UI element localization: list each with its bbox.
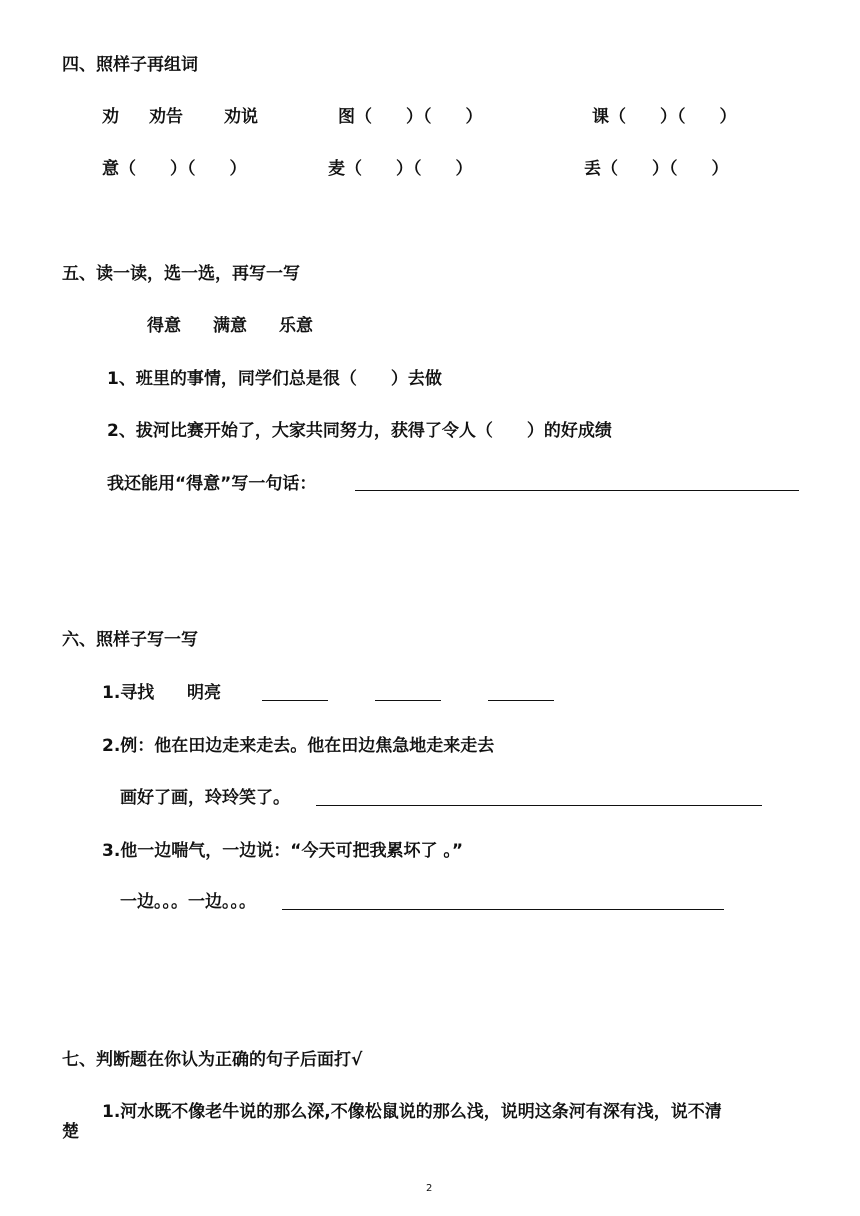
word-group-tu: 图（ ）（ ） [338,107,483,127]
word-group-mai: 麦（ ）（ ） [328,159,473,179]
example-char: 劝 [102,107,119,127]
sentence-prompt: 我还能用“得意”写一句话： [107,474,317,494]
question-6-1-label: 1.寻找 [102,683,155,703]
answer-blank-1[interactable] [262,700,328,701]
answer-line-6-3[interactable] [282,909,724,910]
question-5-2: 2、拔河比赛开始了，大家共同努力，获得了令人（ ）的好成绩 [107,421,612,441]
answer-line-6-2[interactable] [316,805,762,806]
question-6-1-word: 明亮 [187,683,221,703]
choice-word-1: 得意 [147,316,181,336]
word-group-diu: 丢（ ）（ ） [584,159,729,179]
word-group-yi: 意（ ）（ ） [102,159,247,179]
question-6-2-task: 画好了画，玲玲笑了。 [120,788,290,808]
section7-heading: 七、判断题在你认为正确的句子后面打√ [62,1050,363,1070]
choice-word-3: 乐意 [279,316,313,336]
example-word-1: 劝告 [149,107,183,127]
question-6-3-example: 3.他一边喘气，一边说：“今天可把我累坏了 。” [102,841,464,861]
answer-blank-2[interactable] [375,700,441,701]
question-7-1-line2: 楚 [62,1122,79,1142]
page-number: 2 [426,1183,433,1194]
answer-line-sentence[interactable] [355,490,799,491]
question-5-1: 1、班里的事情，同学们总是很（ ）去做 [107,369,442,389]
section4-heading: 四、照样子再组词 [62,55,198,75]
question-6-3-task: 一边。。。一边。。。 [120,892,256,912]
answer-blank-3[interactable] [488,700,554,701]
question-7-1-line1: 1.河水既不像老牛说的那么深,不像松鼠说的那么浅，说明这条河有深有浅，说不清 [102,1102,722,1122]
word-group-ke: 课（ ）（ ） [592,107,737,127]
section5-heading: 五、读一读，选一选，再写一写 [62,264,300,284]
choice-word-2: 满意 [213,316,247,336]
question-6-2-example: 2.例：他在田边走来走去。他在田边焦急地走来走去 [102,736,495,756]
section6-heading: 六、照样子写一写 [62,630,198,650]
example-word-2: 劝说 [224,107,258,127]
